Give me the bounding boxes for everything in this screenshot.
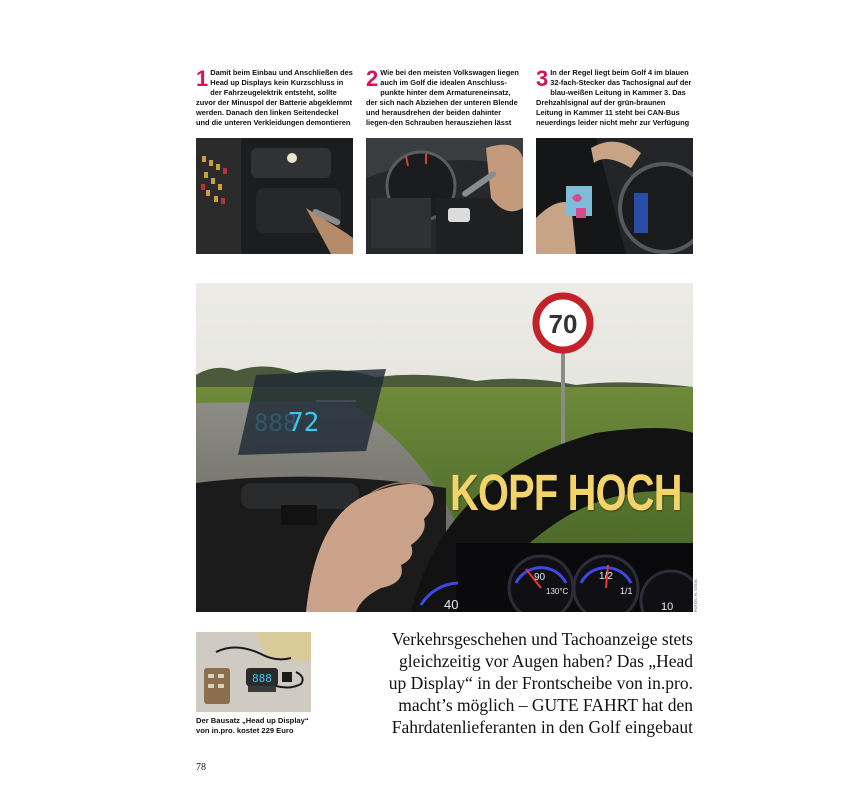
gauge-temp-high: 130°C xyxy=(546,587,569,596)
gauge-speed-low: 40 xyxy=(444,597,459,612)
teaser-line: macht’s möglich – GUTE FAHRT hat den xyxy=(398,695,693,715)
step-3-number: 3 xyxy=(536,66,549,91)
hud-speed-reading: 72 xyxy=(288,408,320,438)
kit-photo xyxy=(196,632,311,712)
kit-display-digits: 888 xyxy=(252,672,272,685)
page-number: 78 xyxy=(196,762,206,773)
step-3-caption xyxy=(536,68,694,128)
step-2-caption xyxy=(366,68,524,128)
step-1-photo xyxy=(196,138,353,254)
teaser-line: up Display“ in der Frontscheibe von in.pro. xyxy=(388,673,693,693)
step-3-text: In der Regel liegt beim Golf 4 im blauen 32-fach-Stecker das Tachosignal auf der blau-weißen Leitung in Kammer 3. Das Drehzahlsignal auf der grün-braunen Leitung in Kammer 11 steht bei CAN-Bus neuerdings leider nicht mehr zur Verfügung xyxy=(536,68,692,127)
hero-image xyxy=(196,283,693,612)
teaser-line: Verkehrsgeschehen und Tachoanzeige stets xyxy=(391,629,693,649)
teaser-line: gleichzeitig vor Augen haben? Das „Head xyxy=(399,651,693,671)
step-2-number: 2 xyxy=(366,66,379,91)
speed-sign-text: 70 xyxy=(548,309,578,339)
gauge-fuel-full: 1/1 xyxy=(620,586,633,596)
hero-title: KOPF HOCH xyxy=(450,464,682,521)
kit-caption: Der Bausatz „Head up Display“ von in.pro. kostet 229 Euro xyxy=(196,716,309,735)
step-1-number: 1 xyxy=(196,66,209,91)
teaser-text xyxy=(330,628,693,738)
gauge-fuel-half: 1/2 xyxy=(599,571,613,582)
photo-credit: FOTOS: H. STEIN xyxy=(693,579,698,612)
step-1-text: Damit beim Einbau und Anschließen des Head up Displays kein Kurzschluss in der Fahrzeugelektrik entsteht, sollte zuvor der Minuspol der Batterie abgeklemmt werden. Danach den linken Seitendeckel und die unteren Verkleidungen demontieren xyxy=(196,68,353,127)
step-3-photo xyxy=(536,138,693,254)
gauge-temp: 90 xyxy=(534,572,546,583)
step-1-caption xyxy=(196,68,354,128)
teaser-line: Fahrdatenlieferanten in den Golf eingebaut xyxy=(391,717,693,737)
step-2-text: Wie bei den meisten Volkswagen liegen auch im Golf die idealen Anschluss-punkte hinter dem Armatureneinsatz, der sich nach Abziehen der unteren Blende und herausdrehen der beiden dahinter liegen-den Schrauben herausziehen lässt xyxy=(366,68,519,127)
gauge-rpm: 10 xyxy=(661,601,674,612)
step-2-photo xyxy=(366,138,523,254)
hud-ghost-digits: 888 xyxy=(254,409,298,437)
